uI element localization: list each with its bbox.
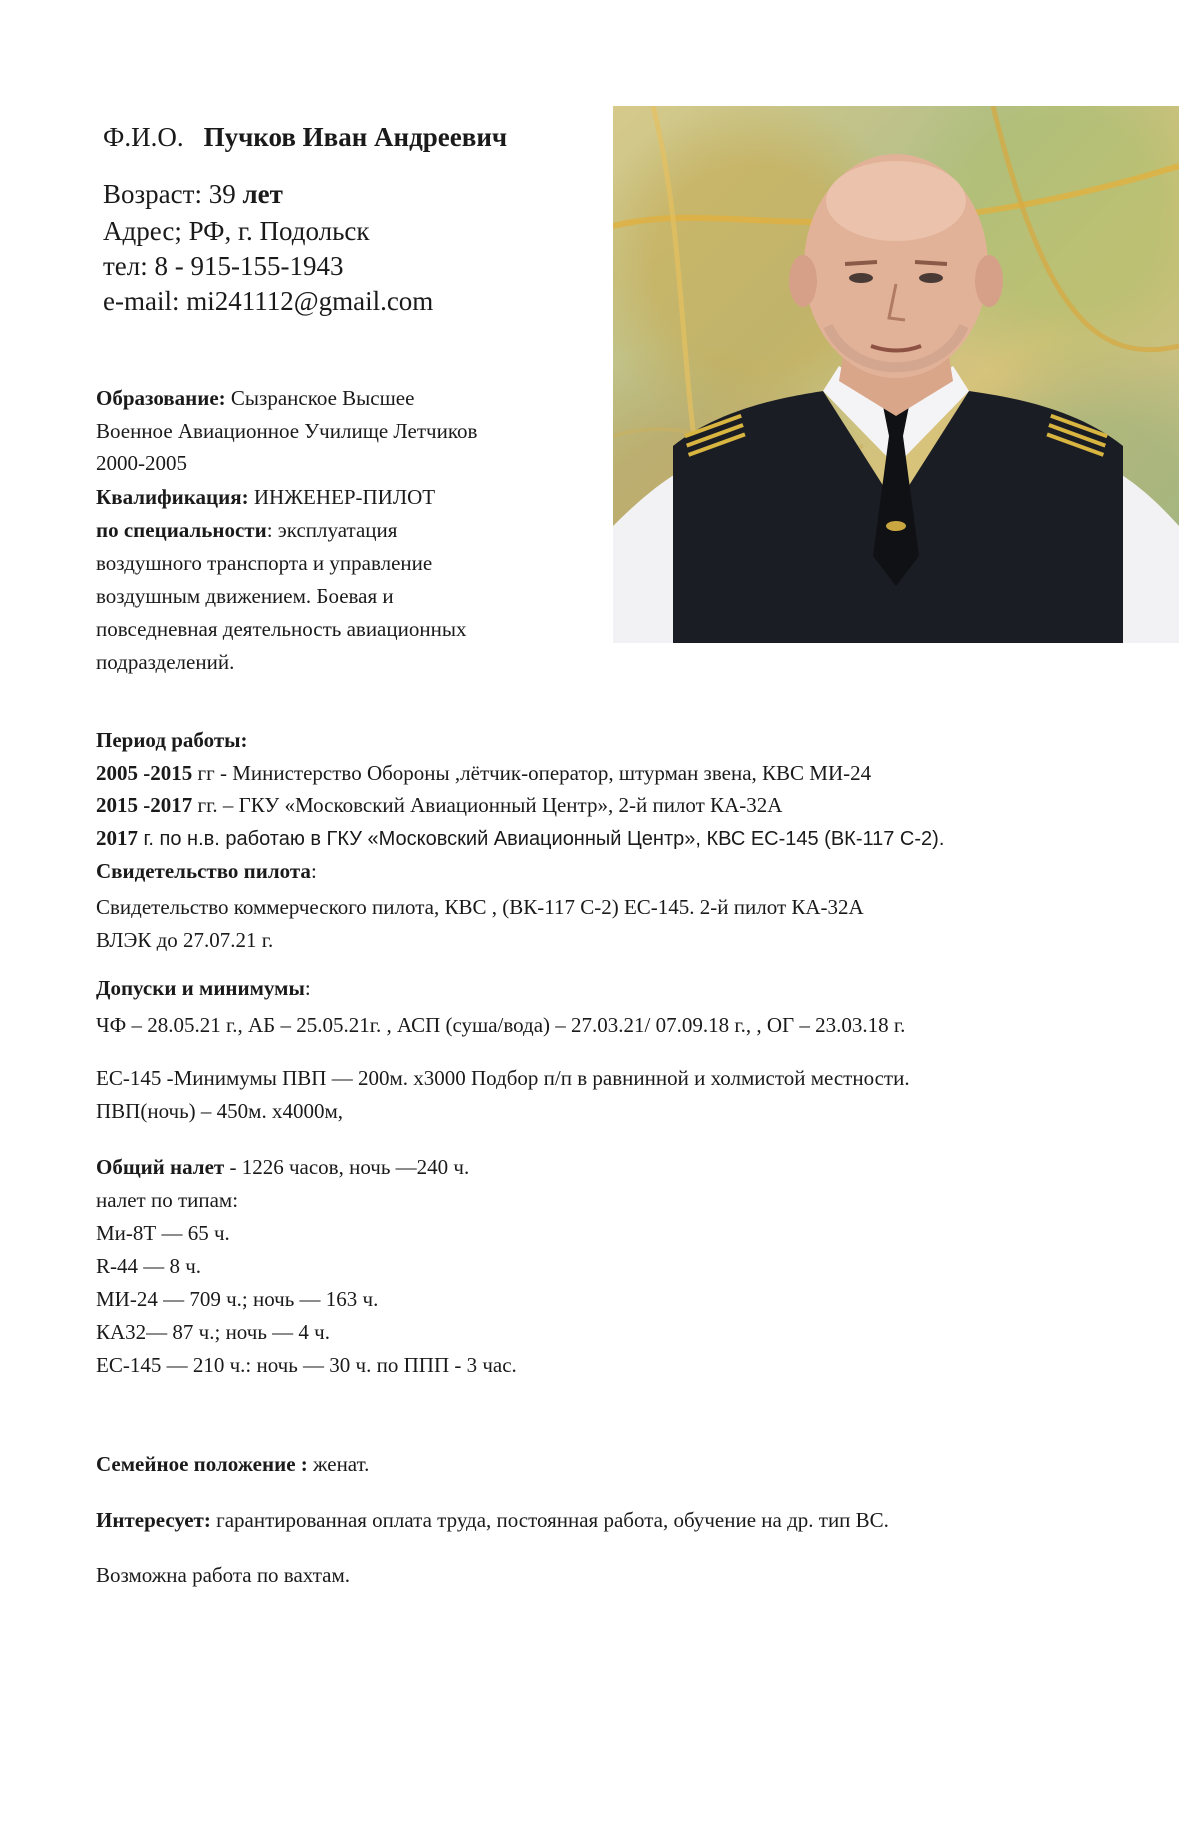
specialty-text-1: : эксплуатация (266, 518, 398, 542)
age-line (103, 179, 283, 210)
fio-label: Ф.И.О. (103, 122, 184, 152)
work-text: гг - Министерство Обороны ,лётчик-оператор, штурман звена, КВС МИ-24 (192, 761, 872, 785)
age-value: Возраст: 39 (103, 179, 236, 209)
flight-type-row: R-44 — 8 ч. (96, 1254, 202, 1278)
work-years: 2017 (96, 826, 138, 850)
qualification-line (96, 485, 435, 510)
phone-line: тел: 8 - 915-155-1943 (103, 251, 344, 281)
education-years: 2000-2005 (96, 451, 187, 475)
education-school: Сызранское Высшее (230, 386, 415, 410)
admissions-colon: : (304, 976, 311, 1000)
work-row-1 (96, 761, 871, 786)
flight-hours-total (96, 1155, 469, 1180)
family-status-value: женат. (307, 1452, 370, 1476)
admissions-heading (96, 976, 311, 1001)
interests-value: гарантированная оплата труда, постоянная работа, обучение на др. тип ВС. (210, 1508, 889, 1532)
work-years: 2005 -2015 (96, 761, 193, 785)
address-line: Адрес; РФ, г. Подольск (103, 216, 370, 246)
shift-work-note: Возможна работа по вахтам. (96, 1563, 351, 1587)
flight-type-row: КА32— 87 ч.; ночь — 4 ч. (96, 1320, 330, 1344)
work-row-3 (96, 826, 944, 851)
certificate-label: Свидетельство пилота (96, 859, 311, 883)
work-period-label: Период работы: (96, 728, 248, 752)
family-status-label: Семейное положение : (96, 1452, 308, 1476)
flight-type-row: Ми-8Т — 65 ч. (96, 1221, 230, 1245)
specialty-line-3: воздушным движением. Боевая и (96, 584, 394, 608)
work-text: гг. – ГКУ «Московский Авиационный Центр», 2-й пилот КА-32А (192, 793, 783, 817)
flight-hours-by-type: налет по типам: (96, 1188, 239, 1212)
qualification-label: Квалификация: (96, 485, 249, 509)
family-status-line (96, 1452, 369, 1477)
qualification-value: ИНЖЕНЕР-ПИЛОТ (253, 485, 436, 509)
specialty-line-1 (96, 518, 397, 543)
admissions-line-2: ЕС-145 -Минимумы ПВП — 200м. х3000 Подбор п/п в равнинной и холмистой местности. (96, 1066, 910, 1090)
specialty-line-4: повседневная деятельность авиационных (96, 617, 467, 641)
flight-type-row: ЕС-145 — 210 ч.: ночь — 30 ч. по ППП - 3 час. (96, 1353, 517, 1377)
interests-line (96, 1508, 889, 1533)
certificate-heading (96, 859, 317, 884)
pilot-portrait-illustration (613, 106, 1179, 643)
work-row-2 (96, 793, 782, 818)
specialty-line-2: воздушного транспорта и управление (96, 551, 433, 575)
flight-type-row: МИ-24 — 709 ч.; ночь — 163 ч. (96, 1287, 379, 1311)
work-years: 2015 -2017 (96, 793, 193, 817)
education-line-1 (96, 386, 414, 411)
specialty-label: по специальности (96, 518, 267, 542)
flight-hours-label: Общий налет (96, 1155, 225, 1179)
fio-line (103, 122, 507, 153)
email-line: e-mail: mi241112@gmail.com (103, 286, 434, 316)
interests-label: Интересует: (96, 1508, 211, 1532)
work-text: г. по н.в. работаю в ГКУ «Московский Авиационный Центр», КВС ЕС-145 (ВК-117 С-2). (138, 828, 945, 850)
profile-photo (613, 106, 1179, 643)
certificate-line-2: ВЛЭК до 27.07.21 г. (96, 928, 274, 952)
certificate-line-1: Свидетельство коммерческого пилота, КВС , (ВК-117 С-2) ЕС-145. 2-й пилот КА-32А (96, 895, 864, 919)
admissions-line-1: ЧФ – 28.05.21 г., АБ – 25.05.21г. , АСП (суша/вода) – 27.03.21/ 07.09.18 г., , ОГ – 23.03.18 г. (96, 1013, 906, 1037)
education-label: Образование: (96, 386, 226, 410)
education-line-2: Военное Авиационное Училище Летчиков (96, 419, 478, 443)
admissions-label: Допуски и минимумы (96, 976, 305, 1000)
certificate-colon: : (310, 859, 317, 883)
specialty-line-5: подразделений. (96, 650, 235, 674)
admissions-line-3: ПВП(ночь) – 450м. х4000м, (96, 1099, 343, 1123)
age-unit: лет (242, 179, 283, 209)
full-name: Пучков Иван Андреевич (203, 122, 508, 152)
flight-hours-value: - 1226 часов, ночь —240 ч. (224, 1155, 470, 1179)
